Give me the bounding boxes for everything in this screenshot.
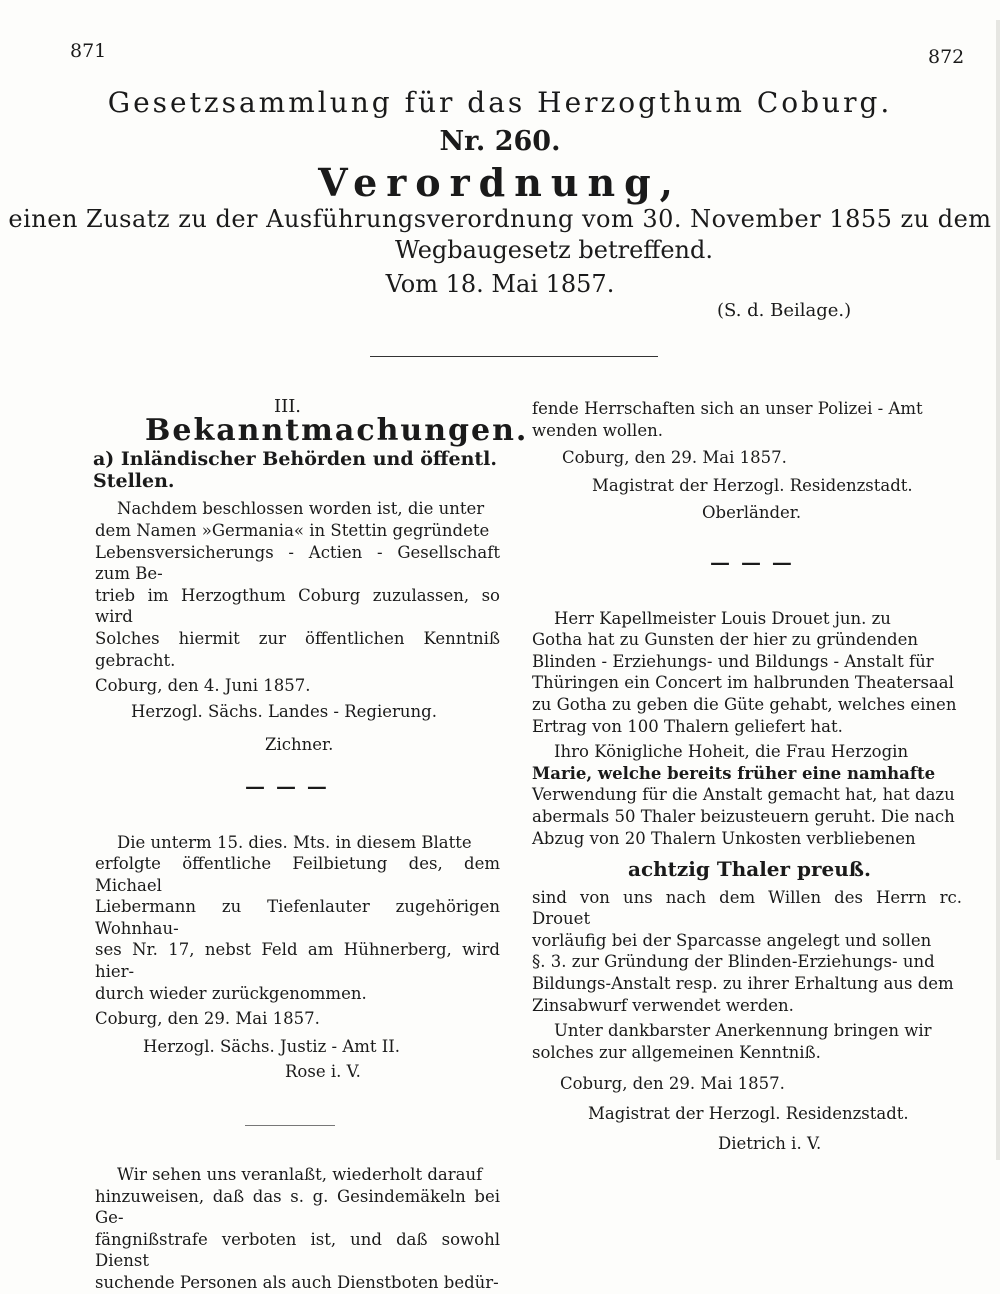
place-date: Coburg, den 29. Mai 1857. [560, 1074, 785, 1094]
notice-line: fende Herrschaften sich an unser Polizei - Amt [532, 399, 923, 418]
notice-line: vorläufig bei der Sparcasse angelegt und sollen [532, 930, 932, 950]
notice-feilbietung [95, 832, 500, 1084]
notice-line: fängnißstrafe verboten ist, und daß sowohl Dienst [95, 1229, 500, 1271]
subsection-title: a) Inländischer Behörden und öffentl. Stellen. [93, 448, 498, 492]
place-date: Coburg, den 29. Mai 1857. [95, 1009, 320, 1029]
notice-line: Liebermann zu Tiefenlauter zugehörigen Wohnhau- [95, 897, 500, 938]
authority: Herzogl. Sächs. Justiz - Amt II. [143, 1036, 401, 1056]
signature: Dietrich i. V. [718, 1133, 822, 1153]
separator: — — — [710, 549, 794, 574]
signature: Zichner. [265, 735, 334, 755]
notice-line: Wir sehen uns veranlaßt, wiederholt darauf [117, 1165, 483, 1185]
notice-line: wenden wollen. [532, 420, 663, 440]
place-date: Coburg, den 29. Mai 1857. [562, 448, 787, 468]
notice-line: Solches hiermit zur öffentlichen Kenntniß gebracht. [95, 628, 500, 670]
notice-line: Bildungs-Anstalt resp. zu ihrer Erhaltung aus dem [532, 974, 954, 994]
authority: Herzogl. Sächs. Landes - Regierung. [131, 701, 437, 721]
notice-gesindemaekeln-cont [532, 398, 962, 524]
notice-line: Gotha hat zu Gunsten der hier zu gründenden [532, 630, 918, 650]
authority: Magistrat der Herzogl. Residenzstadt. [588, 1104, 909, 1124]
notice-line: Die unterm 15. dies. Mts. in diesem Blatte [117, 832, 472, 852]
notice-line: Ihro Königliche Hoheit, die Frau Herzogin [554, 742, 909, 762]
signature: Rose i. V. [285, 1062, 361, 1082]
ordinance-title: Verordnung, [318, 160, 682, 205]
notice-line: hinzuweisen, daß das s. g. Gesindemäkeln bei Ge- [95, 1186, 500, 1228]
notice-line: Unter dankbarster Anerkennung bringen wir [554, 1021, 932, 1041]
notice-line: Verwendung für die Anstalt gemacht hat, hat dazu [532, 785, 955, 805]
notice-line: suchende Personen als auch Dienstboten bedür- [95, 1273, 499, 1292]
authority: Magistrat der Herzogl. Residenzstadt. [592, 475, 913, 495]
separator: — — — [245, 773, 329, 798]
ordinance-date: Vom 18. Mai 1857. [385, 270, 615, 298]
ordinance-subtitle-line2: Wegbaugesetz betreffend. [395, 236, 713, 264]
faint-divider [245, 1125, 335, 1126]
ordinance-subtitle-line1: einen Zusatz zu der Ausführungsverordnung vom 30. November 1855 zu dem [8, 205, 992, 233]
notice-line: Ertrag von 100 Thalern geliefert hat. [532, 716, 843, 736]
notice-germania [95, 498, 500, 756]
notice-line: Abzug von 20 Thalern Unkosten verbliebenen [532, 828, 916, 848]
signature: Oberländer. [702, 503, 802, 523]
notice-line: durch wieder zurückgenommen. [95, 983, 367, 1003]
notice-line: §. 3. zur Gründung der Blinden-Erziehungs- und [532, 952, 935, 972]
notice-line: Zinsabwurf verwendet werden. [532, 995, 794, 1015]
place-date: Coburg, den 4. Juni 1857. [95, 676, 311, 696]
notice-blindenanstalt [532, 608, 962, 1155]
right-column [532, 398, 962, 1154]
notice-line: solches zur allgemeinen Kenntniß. [532, 1042, 821, 1062]
notice-line: Nachdem beschlossen worden ist, die unter [117, 499, 485, 519]
supplement-note: (S. d. Beilage.) [717, 300, 852, 321]
notice-line: Herr Kapellmeister Louis Drouet jun. zu [554, 608, 891, 628]
section-number: III. [273, 396, 302, 417]
section-title: Bekanntmachungen. [145, 412, 529, 448]
notice-line: sind von uns nach dem Willen des Herrn rc. Drouet [532, 887, 962, 929]
ordinance-number: Nr. 260. [439, 126, 561, 157]
notice-line: trieb im Herzogthum Coburg zuzulassen, so wird [95, 585, 500, 627]
notice-line: ses Nr. 17, nebst Feld am Hühnerberg, wird hier- [95, 940, 500, 982]
notice-gesindemaekeln [95, 1164, 500, 1294]
left-column [93, 396, 529, 1294]
notice-line: dem Namen »Germania« in Stettin gegründete [95, 520, 490, 540]
collection-title: Gesetzsammlung für das Herzogthum Coburg. [107, 86, 893, 119]
header-divider [370, 356, 658, 357]
notice-line: Thüringen ein Concert im halbrunden Theatersaal [532, 673, 954, 693]
notice-line: Lebensversicherungs - Actien - Gesellschaft zum Be- [95, 542, 500, 584]
notice-line: Blinden - Erziehungs- und Bildungs - Anstalt für [532, 651, 934, 671]
notice-line: erfolgte öffentliche Feilbietung des, dem Michael [95, 854, 500, 895]
page-number-left: 871 [70, 40, 107, 62]
page-number-right: 872 [928, 46, 965, 68]
notice-line: abermals 50 Thaler beizusteuern geruht. Die nach [532, 806, 955, 826]
notice-line: zu Gotha zu geben die Güte gehabt, welches einen [532, 694, 957, 714]
notice-line: Marie, welche bereits früher eine namhafte [532, 763, 936, 783]
amount-highlight: achtzig Thaler preuß. [628, 857, 871, 882]
